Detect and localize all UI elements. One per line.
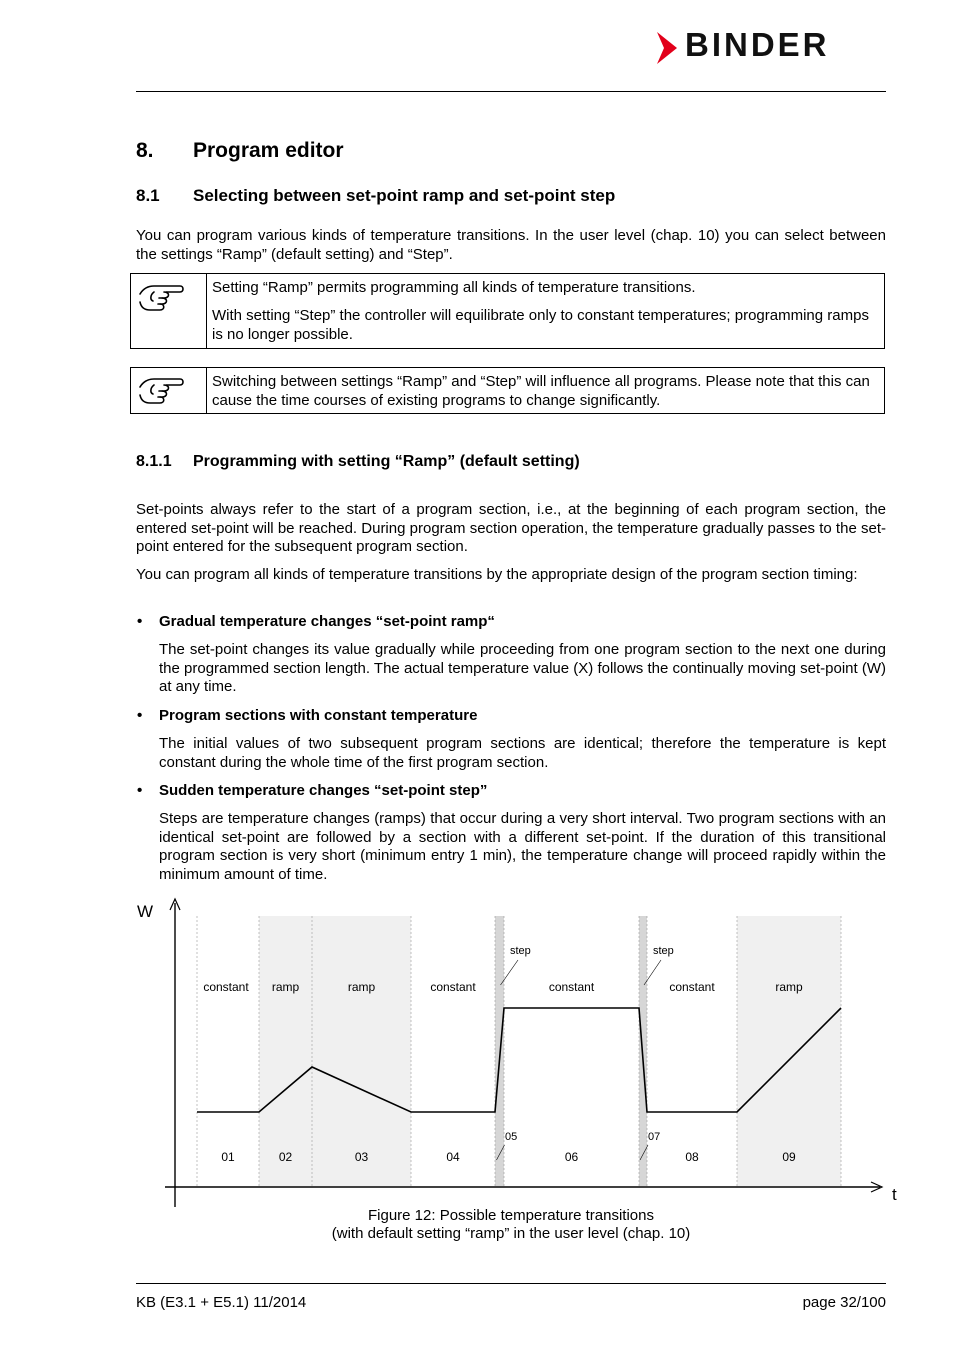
bullet-title-text: Program sections with constant temperature <box>159 707 478 724</box>
section-number-04: 04 <box>446 1150 460 1164</box>
subsubsection-number: 8.1.1 <box>136 453 172 470</box>
section-number-08: 08 <box>685 1150 699 1164</box>
subsection-number: 8.1 <box>136 186 160 205</box>
bullet-title-text: Sudden temperature changes “set-point step” <box>159 782 488 799</box>
figure-caption <box>136 1207 886 1243</box>
section-title: Program editor <box>193 139 344 162</box>
section-number-06: 06 <box>564 1150 579 1164</box>
y-axis-label: W <box>137 902 154 921</box>
bullet-dot: • <box>137 613 143 630</box>
section-number: 8. <box>136 139 154 162</box>
section-band-03 <box>312 916 411 1186</box>
bullet-text-constant: The initial values of two subsequent program sections are identical; therefore the temperature is kept constant during the whole time of the first program section. <box>159 735 886 771</box>
section-band-09 <box>737 916 841 1186</box>
section-bands <box>259 916 841 1186</box>
subsubsection-title: Programming with setting “Ramp” (default setting) <box>193 453 580 470</box>
note-1-line-2: With setting “Step” the controller will equilibrate only to constant temperatures; programming ramps is no longer possible. <box>212 307 869 343</box>
intro-paragraph: You can program various kinds of temperature transitions. In the user level (chap. 10) you can select between the settings “Ramp” (default setting) and “Step”. <box>136 227 886 263</box>
note-1-line-1: Setting “Ramp” permits programming all kinds of temperature transitions. <box>212 279 696 296</box>
section-type-01: constant <box>203 980 249 994</box>
bullet-title-text: Gradual temperature changes “set-point ramp“ <box>159 613 495 630</box>
section-type-03: ramp <box>347 980 376 994</box>
footer-document-id: KB (E3.1 + E5.1) 11/2014 <box>136 1294 307 1311</box>
bullet-dot: • <box>137 782 143 799</box>
section-type-04: constant <box>430 980 476 994</box>
section-band-02 <box>259 916 312 1186</box>
caption-line-2: (with default setting “ramp” in the user level (chap. 10) <box>331 1225 691 1242</box>
footer-rule <box>136 1283 886 1284</box>
bullet-dot: • <box>137 707 143 724</box>
x-axis-label: t <box>892 1185 897 1204</box>
section-type-09: ramp <box>775 980 803 994</box>
step-label-05: step <box>510 945 531 957</box>
section-number-03: 03 <box>354 1150 369 1164</box>
section-number-01: 01 <box>221 1150 235 1164</box>
step-label-07: step <box>653 945 674 957</box>
section-number-09: 09 <box>782 1150 796 1164</box>
bullet-text-ramp: The set-point changes its value gradually while proceeding from one program section to the next one during the programmed section length. The actual temperature value (X) follows the continually moving set-point (W) at any time. <box>159 641 886 695</box>
paragraph-setpoints: Set-points always refer to the start of a program section, i.e., at the beginning of each program section, the entered set-point will be reached. During program section operation, the temperature gradually passes to the set-point entered for the subsequent program section. <box>136 501 886 555</box>
logo-text: BINDER <box>685 26 830 63</box>
section-type-06: constant <box>548 980 595 994</box>
section-type-02: ramp <box>271 980 300 994</box>
caption-line-1: Figure 12: Possible temperature transitions <box>368 1207 654 1224</box>
paragraph-transitions: You can program all kinds of temperature transitions by the appropriate design of the program section timing: <box>136 566 858 583</box>
section-type-08: constant <box>669 980 715 994</box>
note-2-text: Switching between settings “Ramp” and “Step” will influence all programs. Please note that this can cause the time courses of existing programs to change significantly. <box>212 373 870 409</box>
section-number-05: 05 <box>505 1131 518 1143</box>
subsection-title: Selecting between set-point ramp and set-point step <box>193 186 616 205</box>
section-number-07: 07 <box>648 1131 661 1143</box>
section-number-02: 02 <box>278 1150 293 1164</box>
step-labels <box>501 945 674 985</box>
bullet-text-step: Steps are temperature changes (ramps) that occur during a very short interval. Two program sections with an identical set-point are followed by a section with a different set-point. If the duration of this transitional program section is very short (minimum entry 1 min), the temperature change will proceed rapidly within the minimum amount of time. <box>159 810 886 883</box>
footer-page-number: page 32/100 <box>802 1294 886 1311</box>
